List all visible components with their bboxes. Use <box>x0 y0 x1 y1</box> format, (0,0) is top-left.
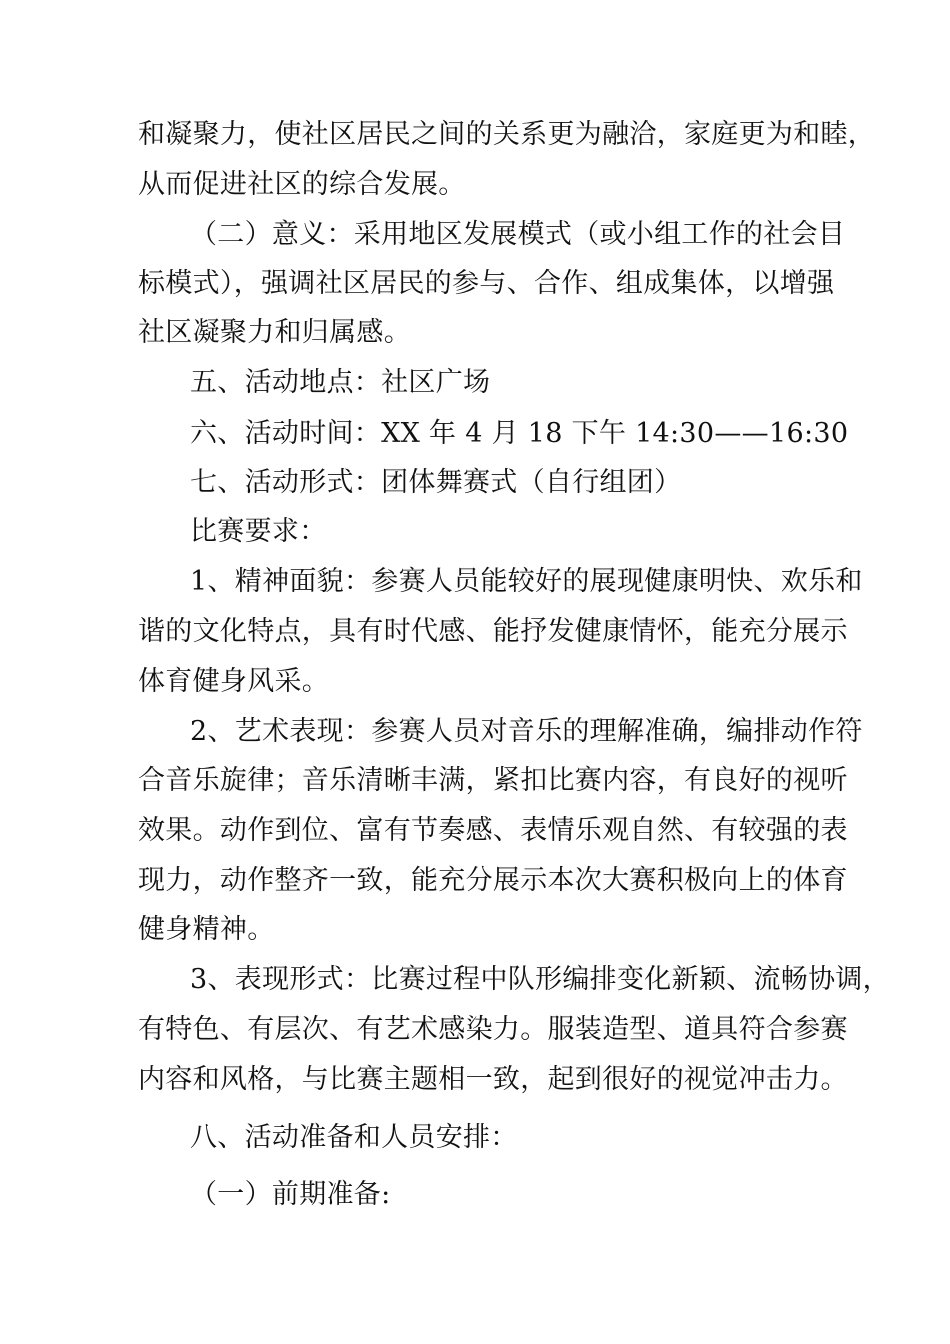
subsection-heading: 比赛要求： <box>190 516 327 547</box>
paragraph-line: 谐的文化特点，具有时代感、能抒发健康情怀，能充分展示 <box>138 616 848 647</box>
paragraph-line: 健身精神。 <box>138 914 275 945</box>
paragraph-line: 效果。动作到位、富有节奏感、表情乐观自然、有较强的表 <box>138 815 848 846</box>
paragraph-line: 2、艺术表现：参赛人员对音乐的理解准确，编排动作符 <box>190 716 863 747</box>
paragraph-line: 合音乐旋律；音乐清晰丰满，紧扣比赛内容，有良好的视听 <box>138 765 848 796</box>
paragraph-line: 3、表现形式：比赛过程中队形编排变化新颖、流畅协调， <box>190 964 890 995</box>
paragraph-line: 社区凝聚力和归属感。 <box>138 317 411 348</box>
section-heading: 五、活动地点：社区广场 <box>190 367 491 398</box>
subsection-heading: （一）前期准备: <box>190 1179 391 1210</box>
paragraph-line: 有特色、有层次、有艺术感染力。服装造型、道具符合参赛 <box>138 1014 848 1045</box>
paragraph-line: （二）意义：采用地区发展模式（或小组工作的社会目 <box>190 219 846 250</box>
section-heading: 七、活动形式：团体舞赛式（自行组团） <box>190 467 682 498</box>
section-heading: 八、活动准备和人员安排： <box>190 1122 518 1153</box>
paragraph-line: 从而促进社区的综合发展。 <box>138 169 466 200</box>
paragraph-line: 标模式），强调社区居民的参与、合作、组成集体，以增强 <box>138 268 835 299</box>
paragraph-line: 1、精神面貌：参赛人员能较好的展现健康明快、欢乐和 <box>190 566 863 597</box>
paragraph-line: 内容和风格，与比赛主题相一致，起到很好的视觉冲击力。 <box>138 1064 848 1095</box>
paragraph-line: 体育健身风采。 <box>138 666 330 697</box>
paragraph-line: 现力，动作整齐一致，能充分展示本次大赛积极向上的体育 <box>138 865 848 896</box>
section-heading: 六、活动时间：XX 年 4 月 18 下午 14:30——16:30 <box>190 418 849 449</box>
paragraph-line: 和凝聚力，使社区居民之间的关系更为融洽，家庭更为和睦， <box>138 119 876 150</box>
